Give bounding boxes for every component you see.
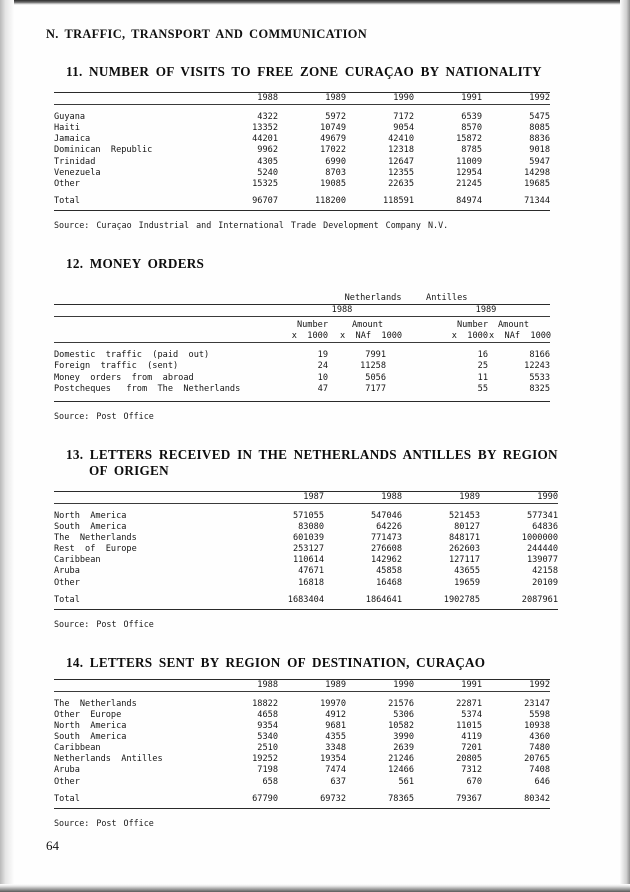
row-label: Postcheques from The Netherlands <box>54 383 241 394</box>
table-row <box>54 777 550 788</box>
table-13-source: Source: Post Office <box>54 618 154 629</box>
cell: 11 <box>477 372 488 383</box>
total-cell: 79367 <box>456 793 482 804</box>
cell: 64836 <box>532 522 558 533</box>
table-11-source: Source: Curaçao Industrial and International Trade Development Company N.V. <box>54 219 449 230</box>
table-row <box>54 134 550 145</box>
cell: 7172 <box>393 112 414 123</box>
table-row <box>54 384 550 395</box>
cell: 24 <box>317 361 328 372</box>
cell: 7198 <box>257 765 278 776</box>
cell: 23147 <box>524 698 550 709</box>
cell: 15325 <box>252 178 278 189</box>
cell: 7201 <box>461 743 482 754</box>
cell: 9962 <box>257 145 278 156</box>
cell: 2510 <box>257 743 278 754</box>
cell: 12243 <box>524 361 551 372</box>
table-14-col-blank <box>54 679 210 691</box>
cell: 42410 <box>388 134 414 145</box>
cell: 5598 <box>529 710 550 720</box>
cell: 276608 <box>370 544 402 555</box>
cell: 20765 <box>524 754 550 765</box>
table-row <box>54 511 558 522</box>
table-13-col-year: 1987 <box>246 491 324 503</box>
table-13-title-line1: 13. LETTERS RECEIVED IN THE NETHERLANDS ANTILLES BY REGION <box>66 446 558 462</box>
total-cell: 1683404 <box>287 594 324 605</box>
cell: 7177 <box>365 383 386 394</box>
total-cell: 118591 <box>382 195 414 206</box>
cell: 12647 <box>388 156 414 167</box>
table-13 <box>54 491 558 610</box>
cell: 571055 <box>292 510 324 521</box>
table-14-col-year: 1990 <box>346 679 414 691</box>
cell: 5972 <box>325 112 346 123</box>
table-12-subunit: x NAf 1000 <box>489 331 552 342</box>
cell: 8325 <box>529 383 551 394</box>
cell: 19970 <box>320 698 346 709</box>
table-row <box>54 743 550 754</box>
cell: 9681 <box>325 721 346 732</box>
cell: 16 <box>477 350 488 361</box>
table-11 <box>54 92 550 211</box>
table-row <box>54 522 558 533</box>
table-row <box>54 533 558 544</box>
cell: 11258 <box>360 361 386 372</box>
cell: 47 <box>317 383 328 394</box>
row-label: South America <box>54 732 127 743</box>
table-11-title: 11. NUMBER OF VISITS TO FREE ZONE CURAÇAO BY NATIONALITY <box>66 64 542 79</box>
table-14-source: Source: Post Office <box>54 817 154 828</box>
cell: 12318 <box>388 145 414 156</box>
cell: 3348 <box>325 743 346 754</box>
total-cell: 67790 <box>252 793 278 804</box>
cell: 6539 <box>461 112 482 123</box>
cell: 20109 <box>532 577 558 588</box>
cell: 14298 <box>524 167 550 178</box>
table-row <box>54 179 550 190</box>
table-12-subunit: x 1000 <box>451 331 488 342</box>
section-table-13 <box>32 447 572 629</box>
row-label: Netherlands Antilles <box>54 754 163 765</box>
row-label: Aruba <box>54 566 80 577</box>
cell: 64226 <box>376 522 402 533</box>
total-cell: 80342 <box>524 793 550 804</box>
cell: 127117 <box>448 555 480 566</box>
cell: 43655 <box>454 566 480 577</box>
cell: 21245 <box>456 178 482 189</box>
table-row <box>54 555 558 566</box>
table-11-col-year: 1990 <box>346 93 414 105</box>
table-14-col-year: 1988 <box>210 679 278 691</box>
table-row <box>54 145 550 156</box>
cell: 20805 <box>456 754 482 765</box>
table-12-spanner: Netherlands Antilles <box>344 292 468 303</box>
total-cell: 96707 <box>252 195 278 206</box>
row-label: Money orders from abroad <box>54 372 194 383</box>
cell: 5475 <box>529 112 550 123</box>
total-label: Total <box>54 594 80 605</box>
table-13-title-line2: OF ORIGEN <box>89 462 169 478</box>
cell: 10 <box>317 372 328 383</box>
cell: 4355 <box>325 732 346 743</box>
cell: 4658 <box>257 710 278 720</box>
cell: 3990 <box>393 732 414 743</box>
cell: 7991 <box>365 350 386 361</box>
page-content <box>32 27 572 854</box>
cell: 47671 <box>298 566 324 577</box>
table-12-subunit: x 1000 <box>291 331 328 342</box>
table-row <box>54 373 550 384</box>
total-cell: 2087961 <box>521 594 558 605</box>
cell: 1000000 <box>521 533 558 544</box>
cell: 21576 <box>388 698 414 709</box>
cell: 5056 <box>365 372 386 383</box>
table-row <box>54 699 550 710</box>
cell: 8166 <box>529 350 551 361</box>
table-12-subhead: Amount <box>328 317 422 332</box>
table-12-col-year: 1989 <box>422 305 550 317</box>
total-cell: 1864641 <box>365 594 402 605</box>
cell: 7480 <box>529 743 550 754</box>
cell: 10582 <box>388 721 414 732</box>
cell: 7408 <box>529 765 550 776</box>
table-row <box>54 361 550 372</box>
cell: 771473 <box>370 533 402 544</box>
table-14-col-year: 1992 <box>482 679 550 691</box>
table-row <box>54 721 550 732</box>
cell: 8785 <box>461 145 482 156</box>
cell: 262603 <box>448 544 480 555</box>
table-row <box>54 578 558 589</box>
table-row <box>54 544 558 555</box>
cell: 25 <box>477 361 488 372</box>
cell: 19085 <box>320 178 346 189</box>
table-row <box>54 754 550 765</box>
cell: 16468 <box>376 577 402 588</box>
table-12-subhead: Number <box>422 317 488 332</box>
cell: 5947 <box>529 156 550 167</box>
row-label: The Netherlands <box>54 698 137 709</box>
row-label: Dominican Republic <box>54 145 153 156</box>
table-11-col-year: 1992 <box>482 93 550 105</box>
cell: 10749 <box>320 123 346 134</box>
cell: 19685 <box>524 178 550 189</box>
row-label: Rest of Europe <box>54 544 137 555</box>
table-total-row <box>54 595 558 606</box>
row-label: Haiti <box>54 123 80 134</box>
cell: 83080 <box>298 522 324 533</box>
cell: 4119 <box>461 732 482 743</box>
table-12-col-blank <box>54 305 262 317</box>
table-row <box>54 157 550 168</box>
cell: 561 <box>398 776 414 787</box>
cell: 80127 <box>454 522 480 533</box>
cell: 253127 <box>292 544 324 555</box>
cell: 658 <box>262 776 278 787</box>
cell: 10938 <box>524 721 550 732</box>
row-label: Jamaica <box>54 134 91 145</box>
row-label: Caribbean <box>54 743 101 754</box>
cell: 5240 <box>257 167 278 178</box>
table-12-title: 12. MONEY ORDERS <box>66 255 205 271</box>
section-table-14 <box>32 655 572 828</box>
row-label: The Netherlands <box>54 533 137 544</box>
cell: 9018 <box>529 145 550 156</box>
cell: 637 <box>330 776 346 787</box>
table-row <box>54 566 558 577</box>
table-row <box>54 765 550 776</box>
table-row <box>54 123 550 134</box>
cell: 19 <box>317 350 328 361</box>
row-label: Other <box>54 776 80 787</box>
table-total-row <box>54 794 550 805</box>
cell: 44201 <box>252 134 278 145</box>
table-11-col-year: 1988 <box>210 93 278 105</box>
cell: 15872 <box>456 134 482 145</box>
row-label: Guyana <box>54 112 86 123</box>
scan-edge-bottom <box>0 884 630 892</box>
chapter-heading: N. TRAFFIC, TRANSPORT AND COMMUNICATION <box>46 27 368 41</box>
table-11-col-blank <box>54 93 210 105</box>
cell: 577341 <box>526 510 558 521</box>
cell: 19659 <box>454 577 480 588</box>
cell: 5340 <box>257 732 278 743</box>
cell: 5533 <box>529 372 551 383</box>
cell: 21246 <box>388 754 414 765</box>
cell: 42158 <box>532 566 558 577</box>
total-cell: 84974 <box>456 195 482 206</box>
cell: 5306 <box>393 710 414 720</box>
cell: 4360 <box>529 732 550 743</box>
scan-edge-right <box>620 0 630 892</box>
cell: 12954 <box>456 167 482 178</box>
table-14-col-year: 1989 <box>278 679 346 691</box>
cell: 11015 <box>456 721 482 732</box>
row-label: Trinidad <box>54 156 96 167</box>
total-cell: 118200 <box>314 195 346 206</box>
table-13-title <box>66 447 572 479</box>
cell: 11009 <box>456 156 482 167</box>
cell: 244440 <box>526 544 558 555</box>
cell: 848171 <box>448 533 480 544</box>
table-row <box>54 710 550 721</box>
cell: 5374 <box>461 710 482 720</box>
cell: 4912 <box>325 710 346 720</box>
cell: 55 <box>477 383 488 394</box>
table-13-col-blank <box>54 491 246 503</box>
table-12-subhead: Number <box>262 317 328 332</box>
row-label: Foreign traffic (sent) <box>54 361 179 372</box>
cell: 19252 <box>252 754 278 765</box>
cell: 7474 <box>325 765 346 776</box>
cell: 8570 <box>461 123 482 134</box>
cell: 12466 <box>388 765 414 776</box>
total-cell: 71344 <box>524 195 550 206</box>
row-label: Caribbean <box>54 555 101 566</box>
table-14-title: 14. LETTERS SENT BY REGION OF DESTINATION, CURAÇAO <box>66 654 486 670</box>
total-cell: 1902785 <box>443 594 480 605</box>
table-12-subunit: x NAf 1000 <box>340 331 403 342</box>
cell: 12355 <box>388 167 414 178</box>
row-label: Other <box>54 577 80 588</box>
table-total-row <box>54 196 550 207</box>
total-label: Total <box>54 195 80 206</box>
table-14-col-year: 1991 <box>414 679 482 691</box>
table-row <box>54 732 550 743</box>
table-12-col-year: 1988 <box>262 305 422 317</box>
table-13-col-year: 1990 <box>480 491 558 503</box>
cell: 2639 <box>393 743 414 754</box>
cell: 601039 <box>292 533 324 544</box>
total-label: Total <box>54 793 80 804</box>
cell: 646 <box>534 776 550 787</box>
cell: 45858 <box>376 566 402 577</box>
cell: 142962 <box>370 555 402 566</box>
section-table-11 <box>32 64 572 230</box>
section-table-12 <box>32 256 572 421</box>
cell: 4322 <box>257 112 278 123</box>
cell: 49679 <box>320 134 346 145</box>
table-row <box>54 350 550 361</box>
cell: 7312 <box>461 765 482 776</box>
table-row <box>54 112 550 123</box>
cell: 8703 <box>325 167 346 178</box>
table-12-subhead: Amount <box>488 317 550 332</box>
table-11-col-year: 1989 <box>278 93 346 105</box>
cell: 110614 <box>292 555 324 566</box>
total-cell: 69732 <box>320 793 346 804</box>
row-label: Other Europe <box>54 710 122 720</box>
table-13-col-year: 1988 <box>324 491 402 503</box>
cell: 670 <box>466 776 482 787</box>
cell: 9054 <box>393 123 414 134</box>
row-label: Aruba <box>54 765 80 776</box>
cell: 4305 <box>257 156 278 167</box>
table-row <box>54 168 550 179</box>
page-number: 64 <box>46 838 59 853</box>
cell: 16818 <box>298 577 324 588</box>
cell: 19354 <box>320 754 346 765</box>
table-14 <box>54 679 550 809</box>
total-cell: 78365 <box>388 793 414 804</box>
table-12-source: Source: Post Office <box>54 410 154 421</box>
row-label: South America <box>54 522 127 533</box>
cell: 9354 <box>257 721 278 732</box>
table-13-col-year: 1989 <box>402 491 480 503</box>
cell: 8085 <box>529 123 550 134</box>
cell: 521453 <box>448 510 480 521</box>
cell: 22635 <box>388 178 414 189</box>
cell: 6990 <box>325 156 346 167</box>
row-label: Venezuela <box>54 167 101 178</box>
cell: 8836 <box>529 134 550 145</box>
cell: 22871 <box>456 698 482 709</box>
cell: 13352 <box>252 123 278 134</box>
cell: 18822 <box>252 698 278 709</box>
row-label: Domestic traffic (paid out) <box>54 350 210 361</box>
scan-edge-left <box>0 0 14 892</box>
row-label: Other <box>54 178 80 189</box>
cell: 547046 <box>370 510 402 521</box>
row-label: North America <box>54 510 127 521</box>
cell: 139077 <box>526 555 558 566</box>
row-label: North America <box>54 721 127 732</box>
table-12 <box>54 292 550 402</box>
table-11-col-year: 1991 <box>414 93 482 105</box>
cell: 17022 <box>320 145 346 156</box>
